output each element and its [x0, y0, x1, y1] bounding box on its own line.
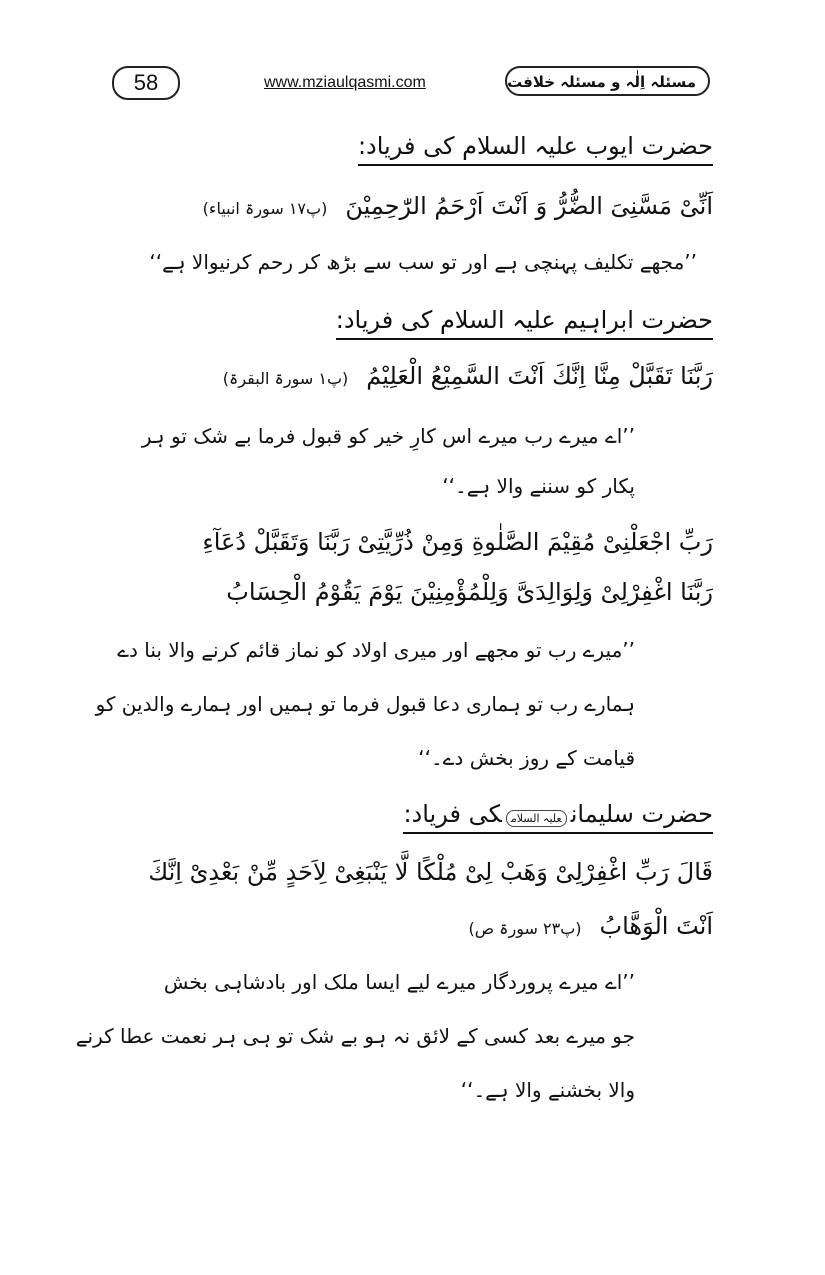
arabic-ibrahim-2-line-1: رَبِّ اجْعَلْنِیْ مُقِیْمَ الصَّلٰوةِ وَمِنْ ذُرِّیَّتِیْ رَبَّنَا وَتَقَبَّلْ دُعَآءِ — [202, 528, 713, 556]
arabic-ibrahim — [223, 362, 713, 390]
heading-sulaiman-text: حضرت سلیمان — [570, 800, 713, 828]
arabic-sulaiman-line-2-text: اَنْتَ الْوَهَّابُ — [599, 912, 713, 940]
translation-sulaiman-line-3: والا بخشنے والا ہے۔‘‘ — [460, 1078, 635, 1102]
reference-sulaiman: (پ۲۳ سورۃ ص) — [468, 919, 582, 938]
translation-sulaiman-line-1: ’’اے میرے پروردگار میرے لیے ایسا ملک اور بادشاہی بخش — [163, 970, 635, 994]
heading-ibrahim-text: حضرت ابراہیم علیہ السلام کی فریاد: — [336, 306, 713, 340]
translation-ayub: ’’مجھے تکلیف پہنچی ہے اور تو سب سے بڑھ کر رحم کرنیوالا ہے‘‘ — [149, 250, 697, 274]
arabic-ayub — [203, 192, 713, 220]
heading-ayub-text: حضرت ایوب علیہ السلام کی فریاد: — [358, 132, 713, 166]
arabic-ibrahim-2-line-2: رَبَّنَا اغْفِرْلِیْ وَلِوَالِدَیَّ وَلِلْمُؤْمِنِیْنَ یَوْمَ یَقُوْمُ الْحِسَابُ — [226, 578, 713, 606]
heading-sulaiman-underline — [403, 800, 713, 834]
page-number: 58 — [112, 66, 180, 100]
website-link[interactable]: www.mziaulqasmi.com — [264, 74, 426, 91]
translation-ibrahim-2-line-3: قیامت کے روز بخش دے۔‘‘ — [418, 746, 635, 770]
translation-sulaiman-line-2: جو میرے بعد کسی کے لائق نہ ہو بے شک تو ہی ہر نعمت عطا کرنے — [75, 1024, 635, 1048]
arabic-sulaiman-line-2 — [468, 912, 713, 940]
heading-sulaiman-end: کی فریاد: — [403, 800, 502, 828]
book-title: مسئلہ اِلٰہ و مسئلہ خلافت — [505, 66, 710, 96]
arabic-ibrahim-text: رَبَّنَا تَقَبَّلْ مِنَّا اِنَّكَ اَنْتَ السَّمِیْعُ الْعَلِیْمُ — [366, 362, 713, 390]
translation-ibrahim-2-line-1: ’’میرے رب تو مجھے اور میری اولاد کو نماز قائم کرنے والا بنا دے — [117, 638, 635, 662]
reference-ibrahim: (پ۱ سورۃ البقرۃ) — [222, 369, 349, 388]
translation-ibrahim-2-line-2: ہمارے رب تو ہماری دعا قبول فرما تو ہمیں اور ہمارے والدین کو — [95, 692, 635, 716]
reference-ayub: (پ۱۷ سورۃ انبیاء) — [202, 199, 328, 218]
heading-ayub — [358, 132, 713, 166]
translation-ibrahim-line-1: ’’اے میرے رب میرے اس کارِ خیر کو قبول فرما بے شک تو ہر — [141, 424, 635, 448]
translation-ibrahim-line-2: پکار کو سننے والا ہے۔‘‘ — [442, 474, 635, 498]
salam-seal: علیہ السلام — [506, 810, 567, 827]
heading-sulaiman — [403, 800, 713, 834]
heading-ibrahim — [336, 306, 713, 340]
arabic-sulaiman-line-1: قَالَ رَبِّ اغْفِرْلِیْ وَهَبْ لِیْ مُلْكًا لَّا یَنْبَغِیْ لِاَحَدٍ مِّنْ بَعْدِیْ اِنَّكَ — [148, 858, 713, 886]
arabic-ayub-text: اَنِّیْ مَسَّنِیَ الضُّرُّ وَ اَنْتَ اَرْحَمُ الرّٰحِمِیْنَ — [345, 192, 713, 220]
